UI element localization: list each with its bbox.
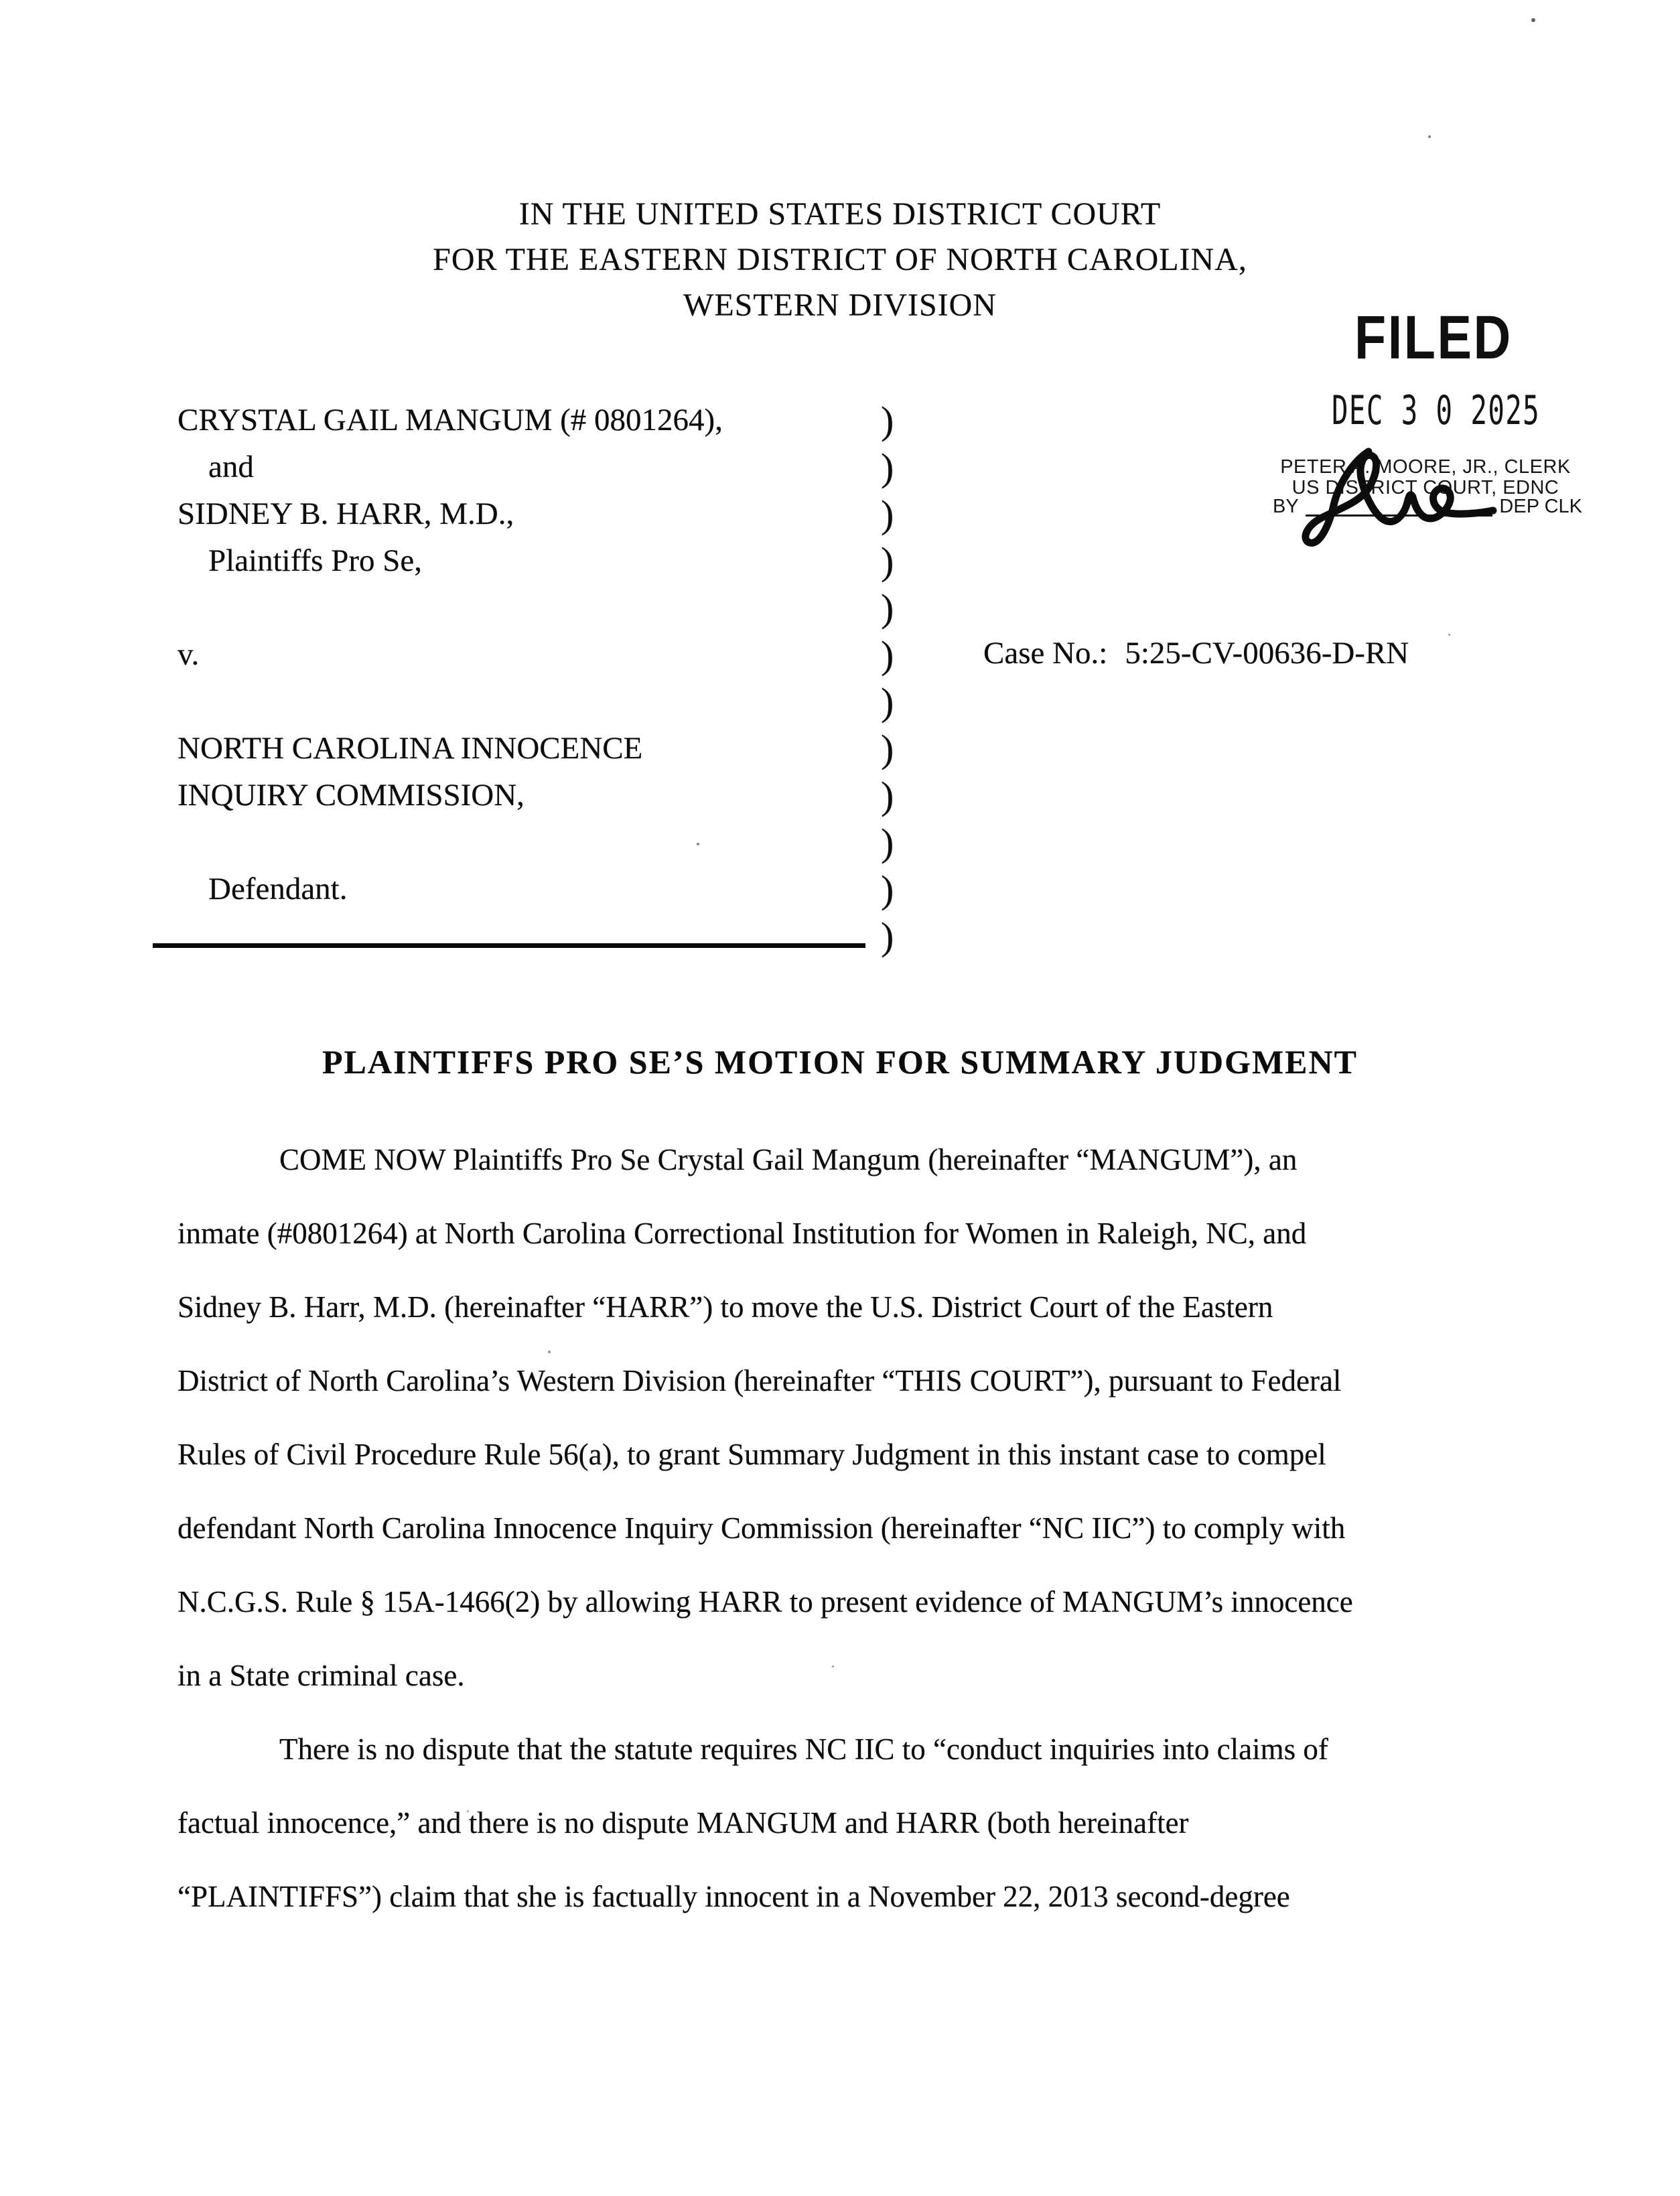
caption-paren: ) — [881, 821, 894, 864]
caption-defendant-1: NORTH CAROLINA INNOCENCE — [178, 731, 643, 766]
scan-artifact — [697, 843, 699, 845]
scan-artifact — [1448, 634, 1450, 636]
caption-paren: ) — [881, 445, 894, 489]
body-line: There is no dispute that the statute requires NC IIC to “conduct inquiries into claims of — [279, 1732, 1328, 1766]
body-line: COME NOW Plaintiffs Pro Se Crystal Gail Mangum (hereinafter “MANGUM”), an — [279, 1143, 1298, 1176]
scan-artifact — [1428, 135, 1431, 138]
caption-paren: ) — [881, 539, 894, 583]
caption-paren: ) — [881, 633, 894, 677]
caption-versus: v. — [178, 637, 200, 672]
caption-defendant-2: INQUIRY COMMISSION, — [178, 778, 524, 813]
scan-artifact — [1531, 18, 1535, 22]
body-line: District of North Carolina’s Western Division (hereinafter “THIS COURT”), pursuant to Federal — [178, 1364, 1342, 1397]
clerk-name: PETER A. MOORE, JR., CLERK — [1280, 456, 1571, 478]
court-header — [170, 192, 1510, 328]
caption-paren: ) — [881, 868, 894, 911]
caption-paren: ) — [881, 586, 894, 630]
filed-date-stamp: DEC 3 0 2025 — [1332, 387, 1541, 434]
body-line: defendant North Carolina Innocence Inquiry Commission (hereinafter “NC IIC”) to comply with — [178, 1511, 1346, 1545]
court-header-line: IN THE UNITED STATES DISTRICT COURT — [518, 196, 1162, 232]
scan-artifact — [467, 1810, 469, 1812]
motion-body — [178, 1123, 1537, 1933]
case-number — [983, 635, 1409, 671]
filed-stamp: FILED — [1354, 303, 1513, 372]
caption-paren: ) — [881, 774, 894, 817]
body-line: “PLAINTIFFS”) claim that she is factually innocent in a November 22, 2013 second-degree — [178, 1880, 1290, 1913]
body-line: Sidney B. Harr, M.D. (hereinafter “HARR”) to move the U.S. District Court of the Eastern — [178, 1290, 1273, 1324]
body-line: inmate (#0801264) at North Carolina Correctional Institution for Women in Raleigh, NC, and — [178, 1217, 1307, 1250]
caption-paren: ) — [881, 680, 894, 724]
body-line: in a State criminal case. — [178, 1659, 465, 1692]
caption-paren: ) — [881, 399, 894, 442]
court-header-line: WESTERN DIVISION — [683, 287, 997, 323]
court-header-line: FOR THE EASTERN DISTRICT OF NORTH CAROLINA, — [433, 242, 1247, 277]
scan-artifact — [548, 1351, 551, 1353]
document-title: PLAINTIFFS PRO SE’S MOTION FOR SUMMARY JUDGMENT — [322, 1043, 1358, 1081]
caption-underline — [153, 943, 865, 948]
caption-plaintiff-1: CRYSTAL GAIL MANGUM (# 0801264), — [178, 403, 723, 437]
case-number-label: Case No.: — [983, 636, 1108, 671]
caption-paren: ) — [881, 914, 894, 958]
caption-paren: ) — [881, 727, 894, 770]
body-line: factual innocence,” and there is no dispute MANGUM and HARR (both hereinafter — [178, 1806, 1189, 1840]
case-caption — [178, 399, 934, 965]
caption-defendant-role: Defendant. — [208, 872, 348, 906]
dep-clk-label: DEP CLK — [1499, 496, 1582, 517]
case-number-value: 5:25-CV-00636-D-RN — [1125, 636, 1409, 671]
scan-artifact — [832, 1665, 834, 1667]
caption-plaintiff-2: SIDNEY B. HARR, M.D., — [178, 496, 514, 531]
caption-paren: ) — [881, 492, 894, 536]
caption-and: and — [208, 450, 254, 484]
clerk-court: US DISTRICT COURT, EDNC — [1291, 477, 1559, 498]
caption-plaintiffs-role: Plaintiffs Pro Se, — [208, 543, 423, 578]
body-line: N.C.G.S. Rule § 15A-1466(2) by allowing HARR to present evidence of MANGUM’s innocence — [178, 1585, 1353, 1619]
deputy-clerk-signature — [1289, 443, 1504, 557]
body-line: Rules of Civil Procedure Rule 56(a), to grant Summary Judgment in this instant case to compel — [178, 1438, 1326, 1471]
by-label: BY — [1273, 496, 1299, 517]
